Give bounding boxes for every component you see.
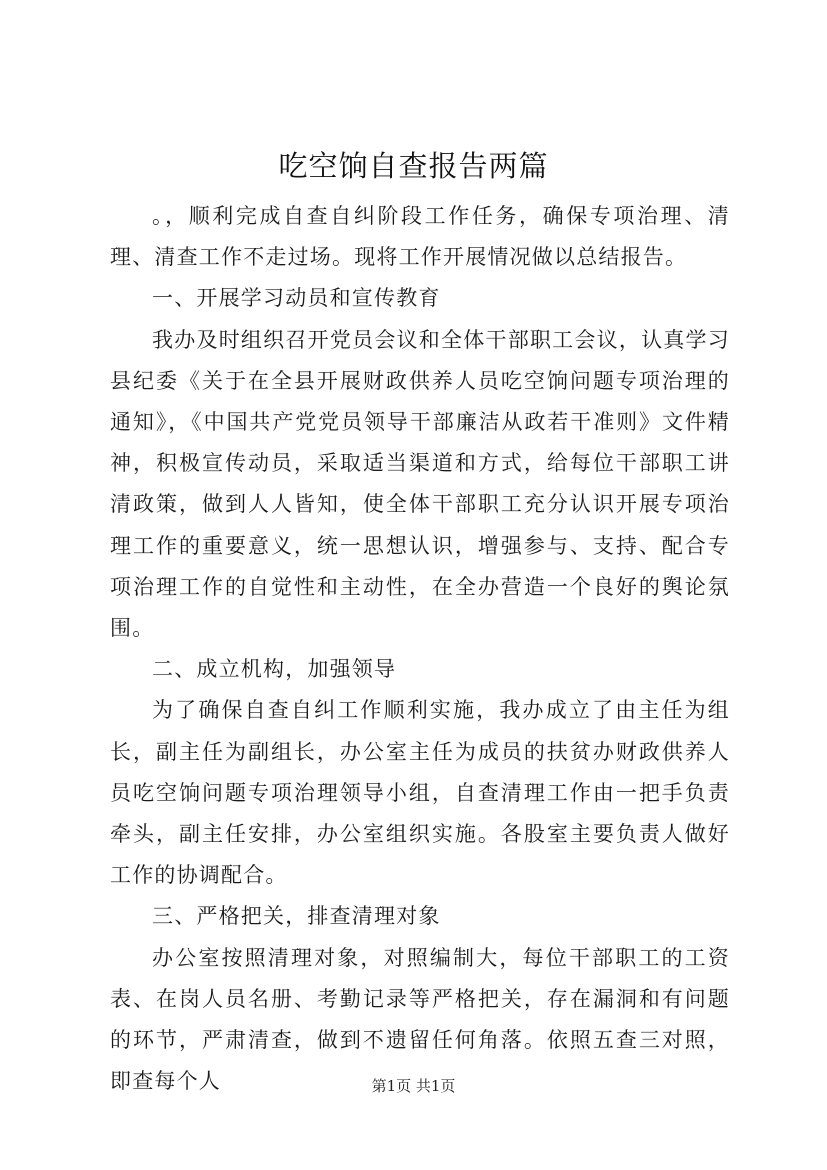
section-heading-2: 二、成立机构，加强领导 (152, 657, 397, 682)
document-body (110, 196, 730, 1102)
section-heading-1: 一、开展学习动员和宣传教育 (152, 286, 441, 311)
page-number-footer: 第1页 共1页 (371, 1077, 456, 1095)
document-title: 吃空饷自查报告两篇 (278, 149, 549, 183)
paragraph-organization: 为了确保自查自纠工作顺利实施，我办成立了由主任为组长，副主任为副组长，办公室主任为成员的扶贫办财政供养人员吃空饷问题专项治理领导小组，自查清理工作由一把手负责牵头，副主任安排，办公室组织实施。各股室主要负责人做好工作的协调配合。 (110, 698, 730, 888)
section-heading-3: 三、严格把关，排查清理对象 (152, 904, 441, 929)
paragraph-study: 我办及时组织召开党员会议和全体干部职工会议，认真学习县纪委《关于在全县开展财政供养人员吃空饷问题专项治理的通知》，《中国共产党党员领导干部廉洁从政若干准则》文件精神，积极宣传动员，采取适当渠道和方式，给每位干部职工讲清政策，做到人人皆知，使全体干部职工充分认识开展专项治理工作的重要意义，统一思想认识，增强参与、支持、配合专项治理工作的自觉性和主动性，在全办营造一个良好的舆论氛围。 (110, 327, 730, 641)
paragraph-intro: 。，顺利完成自查自纠阶段工作任务，确保专项治理、清理、清查工作不走过场。现将工作开展情况做以总结报告。 (110, 204, 730, 270)
paragraph-inspection: 办公室按照清理对象，对照编制大，每位干部职工的工资表、在岗人员名册、考勤记录等严格把关，存在漏洞和有问题的环节，严肃清查，做到不遗留任何角落。依照五查三对照，即查每个人 (110, 945, 730, 1094)
